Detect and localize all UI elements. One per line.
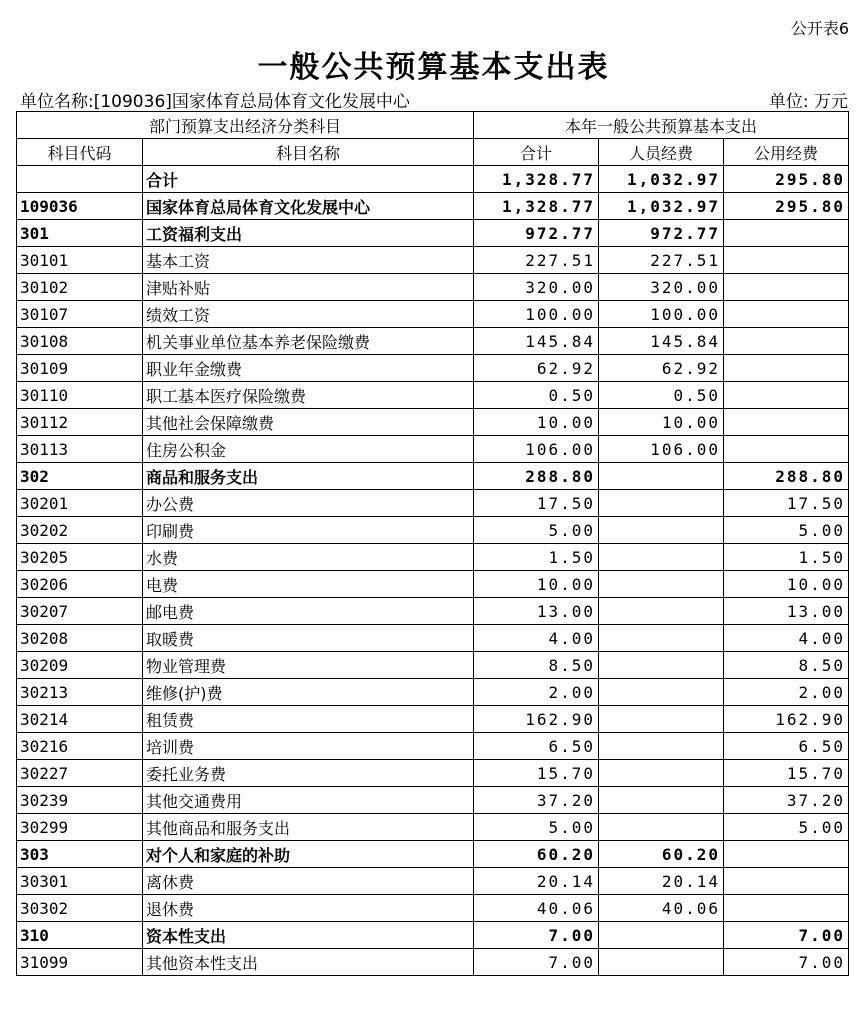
table-row	[17, 598, 849, 625]
row-total: 0.50	[474, 382, 599, 409]
header-basic-expenditure: 本年一般公共预算基本支出	[474, 112, 849, 139]
row-public	[724, 895, 849, 922]
row-name: 租赁费	[143, 706, 474, 733]
row-name: 其他社会保障缴费	[143, 409, 474, 436]
row-public	[724, 247, 849, 274]
row-personnel	[599, 571, 724, 598]
row-personnel	[599, 760, 724, 787]
table-row	[17, 409, 849, 436]
row-public: 5.00	[724, 814, 849, 841]
row-personnel	[599, 625, 724, 652]
row-code: 30112	[17, 409, 143, 436]
row-name: 取暖费	[143, 625, 474, 652]
row-personnel	[599, 652, 724, 679]
row-public: 7.00	[724, 949, 849, 976]
table-row	[17, 247, 849, 274]
form-number: 公开表6	[790, 19, 849, 38]
row-public: 295.80	[724, 193, 849, 220]
row-total: 1.50	[474, 544, 599, 571]
row-total: 10.00	[474, 571, 599, 598]
row-public: 288.80	[724, 463, 849, 490]
row-code: 302	[17, 463, 143, 490]
row-personnel: 20.14	[599, 868, 724, 895]
row-public: 7.00	[724, 922, 849, 949]
row-name: 绩效工资	[143, 301, 474, 328]
header-row-group	[17, 112, 849, 139]
row-public: 295.80	[724, 166, 849, 193]
row-code: 30207	[17, 598, 143, 625]
row-personnel: 0.50	[599, 382, 724, 409]
row-name: 国家体育总局体育文化发展中心	[143, 193, 474, 220]
row-code: 30227	[17, 760, 143, 787]
table-row	[17, 787, 849, 814]
row-personnel: 1,032.97	[599, 193, 724, 220]
row-name: 对个人和家庭的补助	[143, 841, 474, 868]
row-total: 288.80	[474, 463, 599, 490]
row-personnel: 320.00	[599, 274, 724, 301]
row-total: 6.50	[474, 733, 599, 760]
row-code: 109036	[17, 193, 143, 220]
row-public	[724, 382, 849, 409]
row-personnel	[599, 517, 724, 544]
currency-unit-label: 单位: 万元	[768, 92, 848, 112]
row-name: 职业年金缴费	[143, 355, 474, 382]
row-name: 其他商品和服务支出	[143, 814, 474, 841]
table-row	[17, 544, 849, 571]
table-row	[17, 652, 849, 679]
row-name: 其他交通费用	[143, 787, 474, 814]
row-code: 30209	[17, 652, 143, 679]
header-personnel: 人员经费	[599, 139, 724, 166]
row-name: 物业管理费	[143, 652, 474, 679]
row-public: 2.00	[724, 679, 849, 706]
row-total: 1,328.77	[474, 193, 599, 220]
row-personnel	[599, 598, 724, 625]
row-personnel	[599, 544, 724, 571]
row-public: 8.50	[724, 652, 849, 679]
row-total: 2.00	[474, 679, 599, 706]
row-public	[724, 301, 849, 328]
row-total: 1,328.77	[474, 166, 599, 193]
row-code: 30108	[17, 328, 143, 355]
row-name: 津贴补贴	[143, 274, 474, 301]
row-code: 30206	[17, 571, 143, 598]
row-personnel: 972.77	[599, 220, 724, 247]
table-row	[17, 895, 849, 922]
row-total: 227.51	[474, 247, 599, 274]
row-name: 水费	[143, 544, 474, 571]
row-code: 30109	[17, 355, 143, 382]
row-total: 13.00	[474, 598, 599, 625]
header-name: 科目名称	[143, 139, 474, 166]
row-total: 162.90	[474, 706, 599, 733]
row-personnel: 10.00	[599, 409, 724, 436]
row-public	[724, 220, 849, 247]
row-total: 972.77	[474, 220, 599, 247]
row-name: 基本工资	[143, 247, 474, 274]
row-code: 30201	[17, 490, 143, 517]
row-personnel: 106.00	[599, 436, 724, 463]
row-code: 30107	[17, 301, 143, 328]
row-personnel	[599, 706, 724, 733]
row-total: 20.14	[474, 868, 599, 895]
header-total: 合计	[474, 139, 599, 166]
row-total: 145.84	[474, 328, 599, 355]
row-total: 320.00	[474, 274, 599, 301]
row-code: 30113	[17, 436, 143, 463]
row-name: 商品和服务支出	[143, 463, 474, 490]
header-public: 公用经费	[724, 139, 849, 166]
table-row	[17, 463, 849, 490]
table-row	[17, 814, 849, 841]
table-row	[17, 517, 849, 544]
row-name: 办公费	[143, 490, 474, 517]
row-personnel: 1,032.97	[599, 166, 724, 193]
table-row	[17, 328, 849, 355]
row-code: 30214	[17, 706, 143, 733]
header-row-columns	[17, 139, 849, 166]
table-row	[17, 355, 849, 382]
row-total: 8.50	[474, 652, 599, 679]
row-name: 合计	[143, 166, 474, 193]
table-row	[17, 490, 849, 517]
row-personnel: 40.06	[599, 895, 724, 922]
table-row	[17, 706, 849, 733]
budget-table-body	[17, 112, 849, 976]
table-row	[17, 949, 849, 976]
row-total: 17.50	[474, 490, 599, 517]
table-row	[17, 382, 849, 409]
row-public: 5.00	[724, 517, 849, 544]
row-public: 1.50	[724, 544, 849, 571]
row-name: 邮电费	[143, 598, 474, 625]
row-personnel	[599, 463, 724, 490]
row-personnel: 60.20	[599, 841, 724, 868]
row-code: 30208	[17, 625, 143, 652]
row-total: 5.00	[474, 517, 599, 544]
table-row	[17, 274, 849, 301]
row-name: 委托业务费	[143, 760, 474, 787]
table-row	[17, 625, 849, 652]
row-code: 30102	[17, 274, 143, 301]
row-public: 10.00	[724, 571, 849, 598]
row-public: 6.50	[724, 733, 849, 760]
row-code: 30205	[17, 544, 143, 571]
row-personnel: 227.51	[599, 247, 724, 274]
row-public	[724, 355, 849, 382]
row-total: 106.00	[474, 436, 599, 463]
row-code: 301	[17, 220, 143, 247]
row-name: 机关事业单位基本养老保险缴费	[143, 328, 474, 355]
row-public: 17.50	[724, 490, 849, 517]
row-personnel: 145.84	[599, 328, 724, 355]
row-personnel	[599, 679, 724, 706]
row-public	[724, 409, 849, 436]
row-total: 4.00	[474, 625, 599, 652]
row-total: 37.20	[474, 787, 599, 814]
page-title: 一般公共预算基本支出表	[257, 50, 610, 85]
unit-name-label: 单位名称:[109036]国家体育总局体育文化发展中心	[20, 92, 410, 112]
row-public: 162.90	[724, 706, 849, 733]
row-name: 离休费	[143, 868, 474, 895]
row-code: 31099	[17, 949, 143, 976]
row-name: 印刷费	[143, 517, 474, 544]
row-name: 资本性支出	[143, 922, 474, 949]
row-code: 310	[17, 922, 143, 949]
row-code: 30239	[17, 787, 143, 814]
row-total: 60.20	[474, 841, 599, 868]
table-row	[17, 301, 849, 328]
row-public	[724, 274, 849, 301]
row-name: 退休费	[143, 895, 474, 922]
row-code	[17, 166, 143, 193]
row-name: 其他资本性支出	[143, 949, 474, 976]
row-name: 住房公积金	[143, 436, 474, 463]
row-total: 40.06	[474, 895, 599, 922]
table-row	[17, 571, 849, 598]
row-code: 30301	[17, 868, 143, 895]
row-public	[724, 436, 849, 463]
row-code: 30213	[17, 679, 143, 706]
row-personnel	[599, 490, 724, 517]
row-public: 4.00	[724, 625, 849, 652]
budget-table	[16, 111, 849, 976]
table-row	[17, 436, 849, 463]
row-public	[724, 868, 849, 895]
row-total: 5.00	[474, 814, 599, 841]
row-code: 30202	[17, 517, 143, 544]
table-row	[17, 679, 849, 706]
table-row	[17, 841, 849, 868]
row-total: 62.92	[474, 355, 599, 382]
row-name: 维修(护)费	[143, 679, 474, 706]
table-row	[17, 193, 849, 220]
row-code: 30101	[17, 247, 143, 274]
row-code: 30216	[17, 733, 143, 760]
row-code: 30299	[17, 814, 143, 841]
row-public: 13.00	[724, 598, 849, 625]
row-name: 培训费	[143, 733, 474, 760]
row-name: 职工基本医疗保险缴费	[143, 382, 474, 409]
row-personnel: 100.00	[599, 301, 724, 328]
header-code: 科目代码	[17, 139, 143, 166]
row-public	[724, 841, 849, 868]
row-total: 7.00	[474, 922, 599, 949]
table-row	[17, 166, 849, 193]
row-public: 15.70	[724, 760, 849, 787]
row-personnel	[599, 922, 724, 949]
row-total: 7.00	[474, 949, 599, 976]
row-total: 15.70	[474, 760, 599, 787]
table-row	[17, 922, 849, 949]
table-row	[17, 868, 849, 895]
row-total: 10.00	[474, 409, 599, 436]
table-row	[17, 220, 849, 247]
row-public: 37.20	[724, 787, 849, 814]
row-code: 30302	[17, 895, 143, 922]
row-personnel	[599, 733, 724, 760]
header-economic-classification: 部门预算支出经济分类科目	[17, 112, 474, 139]
row-code: 30110	[17, 382, 143, 409]
row-personnel	[599, 814, 724, 841]
row-personnel	[599, 787, 724, 814]
table-row	[17, 760, 849, 787]
row-code: 303	[17, 841, 143, 868]
row-name: 电费	[143, 571, 474, 598]
row-personnel: 62.92	[599, 355, 724, 382]
row-public	[724, 328, 849, 355]
table-row	[17, 733, 849, 760]
row-personnel	[599, 949, 724, 976]
row-name: 工资福利支出	[143, 220, 474, 247]
row-total: 100.00	[474, 301, 599, 328]
